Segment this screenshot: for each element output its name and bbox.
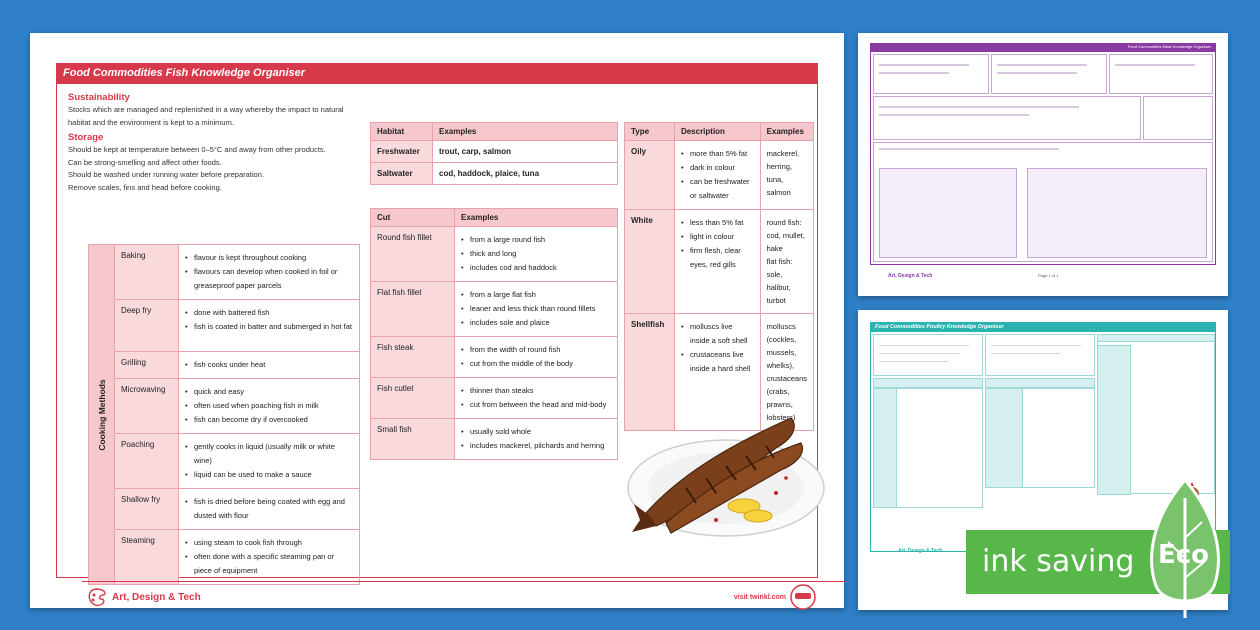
cut-table: [370, 208, 618, 460]
method-name: Shallow fry: [115, 489, 179, 530]
habitat-table: [370, 122, 618, 185]
method-name: Baking: [115, 245, 179, 300]
method-name: Microwaving: [115, 379, 179, 434]
method-points: • quick and easy • often used when poaching fish in milk • fish can become dry if overcooked: [179, 379, 360, 434]
text-line: [991, 353, 1061, 354]
type-examples: mackerel, herring, tuna, salmon: [760, 141, 813, 210]
text-line: [879, 148, 1059, 150]
cut-points: • usually sold whole • includes mackerel, pilchards and herring: [455, 419, 618, 460]
meat-box: [1109, 54, 1213, 94]
poultry-header: [873, 378, 983, 388]
examples-header: Examples: [455, 209, 618, 227]
meat-box: [873, 96, 1141, 140]
poultry-row-labels: [985, 388, 1023, 488]
eco-tag: Eco: [1158, 540, 1210, 570]
cut-points: • from a large round fish • thick and long • includes cod and haddock: [455, 227, 618, 282]
method-name: Steaming: [115, 530, 179, 585]
storage-line: Should be washed under running water before preparation.: [68, 170, 264, 179]
type-description: • more than 5% fat • dark in colour • can be freshwater or saltwater: [674, 141, 760, 210]
meat-title: Food Commodities Meat Knowledge Organiser: [871, 44, 1215, 52]
method-points: • using steam to cook fish through • often done with a specific steaming pan or piece of equipment: [179, 530, 360, 585]
poultry-box: [873, 334, 983, 376]
meat-organiser-thumbnail[interactable]: [858, 33, 1228, 296]
footer-url[interactable]: visit twinkl.com: [733, 594, 786, 601]
footer-brand: Art, Design & Tech: [112, 592, 201, 603]
type-description: • molluscs live inside a soft shell • crustaceans live inside a hard shell: [674, 314, 760, 431]
method-points: • done with battered fish • fish is coated in batter and submerged in hot fat: [179, 300, 360, 352]
examples-header: Examples: [433, 123, 618, 141]
method-points: • gently cooks in liquid (usually milk or white wine) • liquid can be used to make a sauce: [179, 434, 360, 489]
type-label: Shellfish: [625, 314, 675, 431]
text-line: [991, 345, 1081, 346]
storage-line: Should be kept at temperature between 0–5°C and away from other products.: [68, 145, 326, 154]
cut-header: Cut: [371, 209, 455, 227]
ink-saving-label: ink saving: [982, 544, 1135, 579]
cooking-methods-table: [88, 244, 360, 585]
text-line: [997, 64, 1087, 66]
text-line: [879, 72, 949, 74]
habitat-value: cod, haddock, plaice, tuna: [433, 163, 618, 185]
poultry-title: Food Commodities Poultry Knowledge Organiser: [871, 323, 1215, 332]
method-name: Poaching: [115, 434, 179, 489]
meat-footer-page: Page 1 of 1: [1038, 273, 1059, 278]
poultry-row-labels: [873, 388, 897, 508]
meat-frame: [870, 43, 1216, 265]
meat-characteristic-table: [879, 168, 1017, 258]
fish-type-table: [624, 122, 814, 431]
meat-cut-table: [1027, 168, 1207, 258]
cut-label: Small fish: [371, 419, 455, 460]
cut-points: • thinner than steaks • cut from between the head and mid-body: [455, 378, 618, 419]
habitat-value: trout, carp, salmon: [433, 141, 618, 163]
method-points: • fish is dried before being coated with egg and dusted with flour: [179, 489, 360, 530]
type-description: • less than 5% fat • light in colour • firm flesh, clear eyes, red gills: [674, 210, 760, 314]
habitat-header: Habitat: [371, 123, 433, 141]
method-points: • flavour is kept throughout cooking • flavours can develop when cooked in foil or greaseproof paper parcels: [179, 245, 360, 300]
habitat-label: Saltwater: [371, 163, 433, 185]
storage-heading: Storage: [68, 132, 104, 143]
cut-label: Fish cutlet: [371, 378, 455, 419]
palette-logo-icon: [86, 587, 108, 609]
meat-box: [1143, 96, 1213, 140]
text-line: [879, 361, 949, 362]
poultry-header: [985, 378, 1095, 388]
habitat-label: Freshwater: [371, 141, 433, 163]
meat-box: [991, 54, 1107, 94]
text-line: [879, 64, 969, 66]
sustainability-text: Stocks which are managed and replenished in a way whereby the impact to natural habitat and the environment is kept to a minimum.: [68, 105, 344, 127]
poultry-box: [985, 334, 1095, 376]
cut-points: • from a large flat fish • leaner and less thick than round fillets • includes sole and plaice: [455, 282, 618, 337]
poultry-row-labels: [1097, 345, 1131, 495]
sustainability-heading: Sustainability: [68, 92, 130, 103]
grilled-fish-illustration: [626, 408, 836, 548]
description-header: Description: [674, 123, 760, 141]
text-line: [1115, 64, 1195, 66]
method-name: Grilling: [115, 352, 179, 379]
text-line: [879, 106, 1079, 108]
text-line: [997, 72, 1077, 74]
sustainability-storage-panel: [60, 86, 360, 236]
sheet-footer: [82, 581, 846, 611]
type-label: Oily: [625, 141, 675, 210]
cut-points: • from the width of round fish • cut from the middle of the body: [455, 337, 618, 378]
meat-footer-brand: Art, Design & Tech: [888, 273, 933, 279]
text-line: [879, 114, 1029, 116]
examples-header: Examples: [760, 123, 813, 141]
text-line: [879, 353, 959, 354]
cut-label: Round fish fillet: [371, 227, 455, 282]
method-name: Deep fry: [115, 300, 179, 352]
cooking-methods-side-label: Cooking Methods: [89, 245, 115, 585]
poultry-footer-brand: Art, Design & Tech: [898, 548, 943, 554]
type-examples: round fish: cod, mullet, hake flat fish: sole, halibut, turbot: [760, 210, 813, 314]
method-points: • fish cooks under heat: [179, 352, 360, 379]
cut-label: Fish steak: [371, 337, 455, 378]
storage-line: Can be strong-smelling and affect other foods.: [68, 157, 222, 167]
cut-label: Flat fish fillet: [371, 282, 455, 337]
type-label: White: [625, 210, 675, 314]
poultry-header: [1097, 334, 1215, 342]
twinkl-badge-icon: [790, 584, 816, 610]
text-line: [879, 345, 969, 346]
meat-box: [873, 54, 989, 94]
organiser-title: Food Commodities Fish Knowledge Organiser: [57, 64, 817, 84]
type-examples: molluscs (cockles, mussels, whelks), crustaceans (crabs, prawns, lobsters): [760, 314, 813, 431]
storage-line: Remove scales, fins and head before cooking.: [68, 182, 222, 192]
type-header: Type: [625, 123, 675, 141]
fish-knowledge-organiser-sheet: [30, 33, 844, 608]
